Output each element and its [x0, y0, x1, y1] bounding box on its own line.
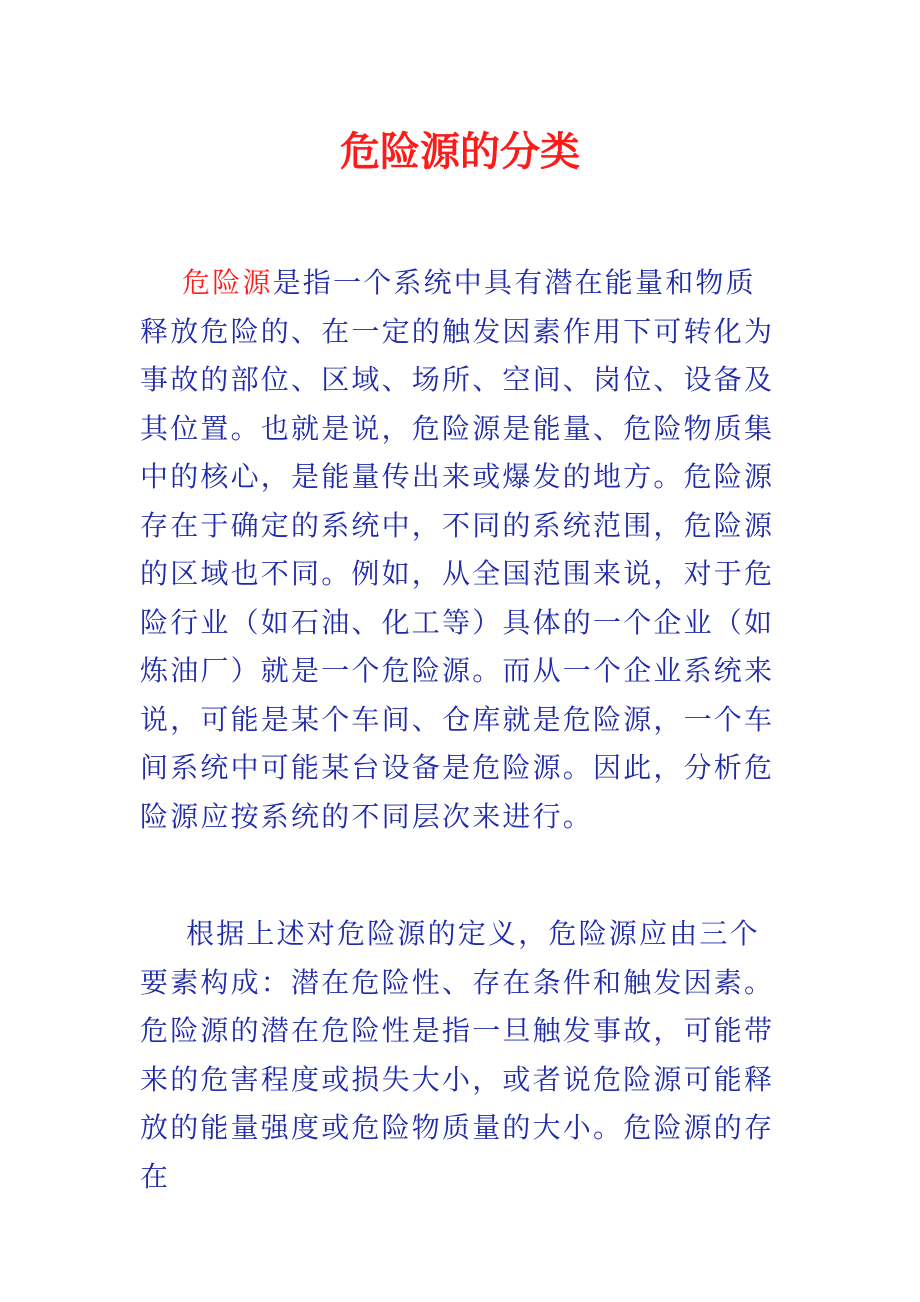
highlighted-term: 危险源 [182, 266, 273, 299]
paragraph-definition-text: 是指一个系统中具有潜在能量和物质释放危险的、在一定的触发因素作用下可转化为事故的部位、区域、场所、空间、岗位、设备及其位置。也就是说，危险源是能量、危险物质集中的核心，是能量传出来或爆发的地方。危险源存在于确定的系统中，不同的系统范围，危险源的区域也不同。例如，从全国范围来说，对于危险行业（如石油、化工等）具体的一个企业（如炼油厂）就是一个危险源。而从一个企业系统来说，可能是某个车间、仓库就是危险源，一个车间系统中可能某台设备是危险源。因此，分析危险源应按系统的不同层次来进行。 [140, 266, 775, 833]
paragraph-elements [140, 910, 780, 1201]
page-title: 危险源的分类 [340, 129, 580, 175]
paragraph-elements-text: 根据上述对危险源的定义，危险源应由三个要素构成：潜在危险性、存在条件和触发因素。危险源的潜在危险性是指一旦触发事故，可能带来的危害程度或损失大小，或者说危险源可能释放的能量强度或危险物质量的大小。危险源的存在 [140, 917, 775, 1193]
paragraph-definition [140, 259, 780, 841]
